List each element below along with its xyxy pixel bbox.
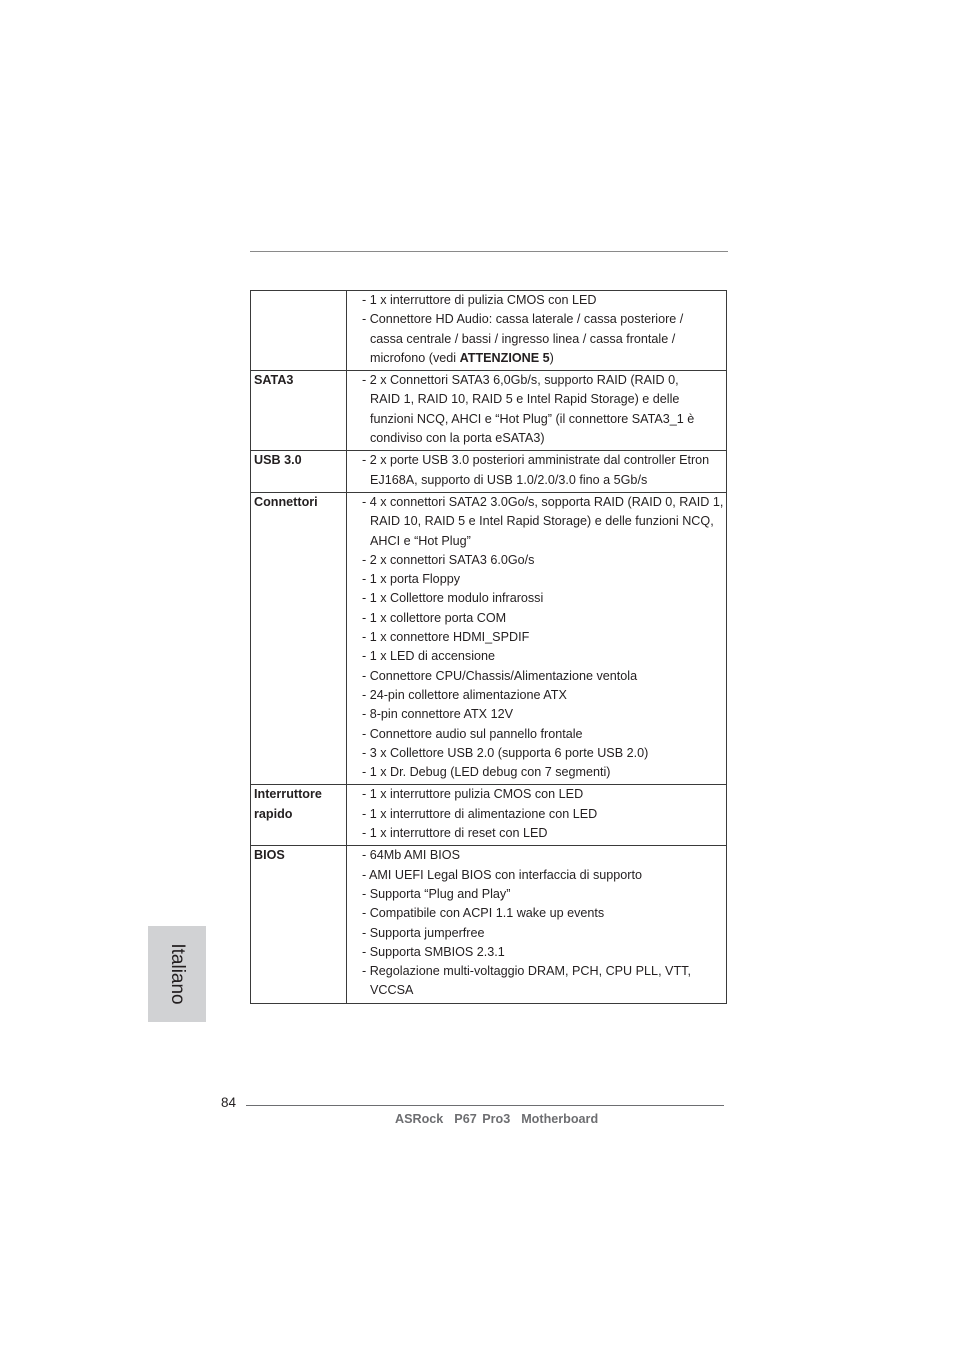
spec-item: VCCSA xyxy=(370,983,414,998)
spec-label-line: SATA3 xyxy=(254,373,294,388)
spec-label xyxy=(251,371,347,451)
spec-item: - Supporta SMBIOS 2.3.1 xyxy=(362,944,505,959)
spec-item: AHCI e “Hot Plug” xyxy=(370,533,471,548)
page-number: 84 xyxy=(221,1095,237,1110)
spec-item: - 1 x connettore HDMI_SPDIF xyxy=(362,630,530,645)
spec-item: - Connettore HD Audio: cassa laterale / cassa posteriore / xyxy=(362,312,684,327)
spec-label xyxy=(251,846,347,1003)
spec-row xyxy=(251,846,727,1003)
spec-row xyxy=(251,291,727,371)
spec-item: cassa centrale / bassi / ingresso linea / cassa frontale / xyxy=(370,331,676,346)
spec-label-line: Interruttore xyxy=(254,787,322,802)
spec-item: - 8-pin connettore ATX 12V xyxy=(362,707,513,722)
spec-item xyxy=(362,349,726,368)
spec-item: condiviso con la porta eSATA3) xyxy=(370,431,545,446)
spec-item: - 2 x connettori SATA3 6.0Go/s xyxy=(362,552,535,567)
spec-description xyxy=(347,846,727,1003)
spec-item: - 1 x interruttore di reset con LED xyxy=(362,826,548,841)
spec-item-text-after: ) xyxy=(549,350,554,365)
spec-label-line: USB 3.0 xyxy=(254,453,302,468)
spec-description xyxy=(347,451,727,493)
spec-item: RAID 1, RAID 10, RAID 5 e Intel Rapid Storage) e delle xyxy=(370,392,680,407)
spec-description xyxy=(347,492,727,784)
spec-table-body xyxy=(251,291,727,1004)
spec-item: - AMI UEFI Legal BIOS con interfaccia di supporto xyxy=(362,867,642,882)
spec-item: - 64Mb AMI BIOS xyxy=(362,848,460,863)
spec-item: - 1 x interruttore di alimentazione con LED xyxy=(362,806,598,821)
spec-item: - Supporta “Plug and Play” xyxy=(362,886,511,901)
spec-label-line: Connettori xyxy=(254,494,318,509)
spec-item: - 1 x LED di accensione xyxy=(362,649,496,664)
spec-item: - 2 x Connettori SATA3 6,0Gb/s, supporto RAID (RAID 0, xyxy=(362,373,679,388)
spec-row xyxy=(251,451,727,493)
spec-item: EJ168A, supporto di USB 1.0/2.0/3.0 fino a 5Gb/s xyxy=(370,472,648,487)
spec-item: - Regolazione multi-voltaggio DRAM, PCH, CPU PLL, VTT, xyxy=(362,964,691,979)
spec-item: - 1 x porta Floppy xyxy=(362,572,460,587)
spec-item: - 3 x Collettore USB 2.0 (supporta 6 porte USB 2.0) xyxy=(362,745,649,760)
spec-item: - Compatibile con ACPI 1.1 wake up events xyxy=(362,906,605,921)
spec-item-text: microfono (vedi xyxy=(370,350,460,365)
language-tab xyxy=(148,926,206,1022)
spec-item: - Connettore audio sul pannello frontale xyxy=(362,726,583,741)
spec-row xyxy=(251,785,727,846)
spec-item: RAID 10, RAID 5 e Intel Rapid Storage) e delle funzioni NCQ, xyxy=(370,514,714,529)
spec-table xyxy=(250,290,727,1004)
spec-item: - 1 x collettore porta COM xyxy=(362,610,507,625)
footer-brand: ASRock P67 Pro3 Motherboard xyxy=(395,1112,599,1126)
spec-item: - 1 x interruttore pulizia CMOS con LED xyxy=(362,787,584,802)
spec-item-emphasis: ATTENZIONE 5 xyxy=(459,350,550,365)
spec-description xyxy=(347,785,727,846)
spec-item: - 1 x Collettore modulo infrarossi xyxy=(362,591,544,606)
spec-item: - 24-pin collettore alimentazione ATX xyxy=(362,687,567,702)
spec-description xyxy=(347,291,727,371)
spec-label xyxy=(251,291,347,371)
spec-description xyxy=(347,371,727,451)
spec-label xyxy=(251,492,347,784)
spec-item: - Supporta jumperfree xyxy=(362,925,485,940)
spec-item: - 4 x connettori SATA2 3.0Go/s, sopporta RAID (RAID 0, RAID 1, xyxy=(362,494,724,509)
language-tab-label: Italiano xyxy=(167,943,188,1005)
top-rule xyxy=(250,251,728,252)
spec-label xyxy=(251,451,347,493)
spec-item: - 1 x Dr. Debug (LED debug con 7 segmenti) xyxy=(362,765,611,780)
spec-row xyxy=(251,371,727,451)
spec-label-line: rapido xyxy=(254,806,293,821)
spec-label xyxy=(251,785,347,846)
spec-label-line: BIOS xyxy=(254,848,285,863)
spec-item: - Connettore CPU/Chassis/Alimentazione ventola xyxy=(362,668,638,683)
spec-row xyxy=(251,492,727,784)
spec-item: funzioni NCQ, AHCI e “Hot Plug” (il connettore SATA3_1 è xyxy=(370,411,695,426)
footer-rule xyxy=(246,1105,724,1106)
spec-item: - 2 x porte USB 3.0 posteriori amministrate dal controller Etron xyxy=(362,453,710,468)
spec-item: - 1 x interruttore di pulizia CMOS con LED xyxy=(362,293,597,307)
